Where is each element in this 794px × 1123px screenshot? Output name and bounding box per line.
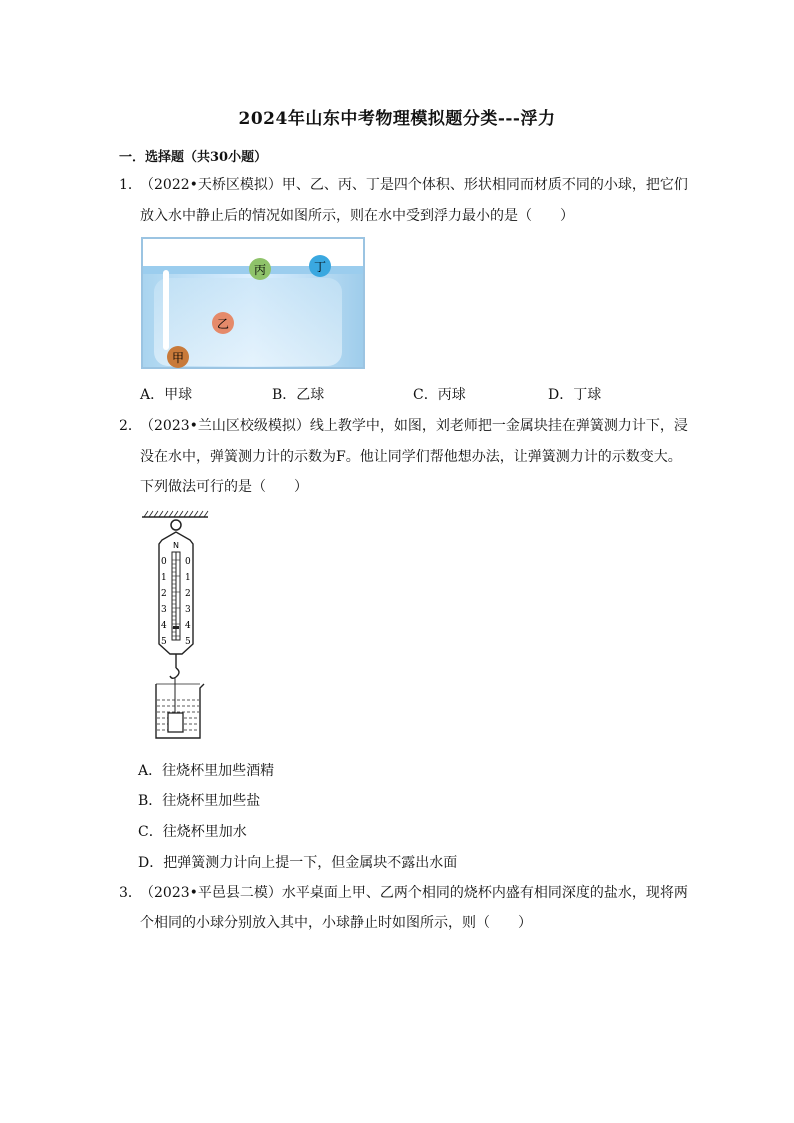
svg-text:3: 3 — [185, 605, 191, 615]
ball-yi — [212, 312, 234, 334]
question-2-option-a: A．往烧杯里加些酒精 — [138, 763, 275, 779]
svg-text:5: 5 — [185, 637, 191, 647]
svg-text:1: 1 — [185, 573, 191, 583]
ball-bing — [249, 258, 271, 280]
svg-text:5: 5 — [161, 637, 167, 647]
ball-jia-label: 甲 — [171, 351, 185, 365]
glass-highlight — [163, 270, 169, 350]
spring-scale-figure — [138, 508, 212, 740]
question-2-line-2: 没在水中，弹簧测力计的示数为F。他让同学们帮他想办法，让弹簧测力计的示数变大。 — [140, 449, 682, 465]
pointer — [173, 626, 179, 629]
question-2-number: 2． — [119, 418, 142, 434]
question-2-option-c: C．往烧杯里加水 — [138, 824, 247, 840]
svg-text:0: 0 — [161, 557, 167, 567]
question-1-option-b: B．乙球 — [272, 387, 325, 403]
top-ring — [171, 520, 181, 530]
question-2-option-b: B．往烧杯里加些盐 — [138, 793, 261, 809]
hook — [170, 668, 179, 678]
question-3-line-2: 个相同的小球分别放入其中，小球静止时如图所示，则（ ） — [140, 915, 532, 931]
ball-jia — [167, 346, 189, 368]
question-1-number: 1． — [119, 177, 142, 193]
metal-block — [168, 713, 183, 732]
svg-text:2: 2 — [185, 589, 191, 599]
svg-text:2: 2 — [161, 589, 167, 599]
question-1-option-a: A．甲球 — [140, 387, 193, 403]
question-2-line-3: 下列做法可行的是（ ） — [140, 479, 308, 495]
unit-label: N — [173, 541, 179, 550]
question-3-line-1: （2023•平邑县二模）水平桌面上甲、乙两个相同的烧杯内盛有相同深度的盐水，现将两 — [140, 885, 688, 901]
question-1-line-2: 放入水中静止后的情况如图所示，则在水中受到浮力最小的是（ ） — [140, 208, 574, 224]
page-title: 2024年山东中考物理模拟题分类---浮力 — [238, 109, 556, 129]
svg-text:4: 4 — [161, 621, 167, 631]
ball-ding-label: 丁 — [313, 260, 327, 274]
svg-text:1: 1 — [161, 573, 167, 583]
svg-text:0: 0 — [185, 557, 191, 567]
question-1-option-c: C．丙球 — [413, 387, 466, 403]
ball-ding — [309, 255, 331, 277]
ball-bing-label: 丙 — [253, 263, 267, 277]
svg-text:4: 4 — [185, 621, 191, 631]
question-1-option-d: D．丁球 — [548, 387, 602, 403]
ball-yi-label: 乙 — [216, 317, 230, 331]
question-2-option-d: D．把弹簧测力计向上提一下，但金属块不露出水面 — [138, 855, 458, 871]
question-2-line-1: （2023•兰山区校级模拟）线上教学中，如图，刘老师把一金属块挂在弹簧测力计下，浸 — [140, 418, 688, 434]
question-1-figure — [140, 236, 366, 372]
section-heading: 一．选择题（共30小题） — [119, 150, 268, 165]
question-3-number: 3． — [119, 885, 142, 901]
ceiling-hatching — [144, 511, 208, 517]
question-1-line-1: （2022•天桥区模拟）甲、乙、丙、丁是四个体积、形状相同而材质不同的小球，把它们 — [140, 177, 688, 193]
svg-text:3: 3 — [161, 605, 167, 615]
